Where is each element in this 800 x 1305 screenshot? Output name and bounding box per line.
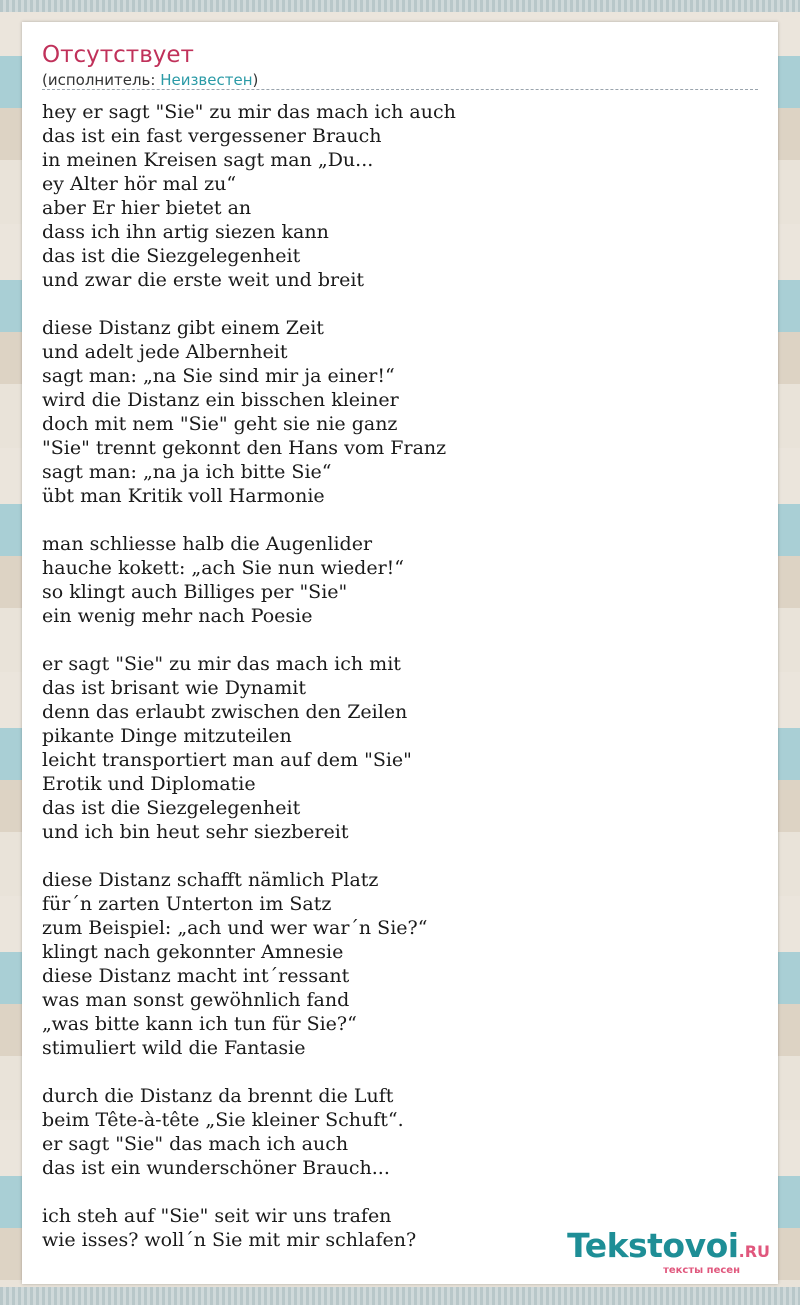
lyrics-card — [22, 22, 778, 1284]
lyric-line: leicht transportiert man auf dem "Sie" — [42, 749, 412, 771]
lyric-line: denn das erlaubt zwischen den Zeilen — [42, 701, 408, 723]
lyric-line: für´n zarten Unterton im Satz — [42, 893, 332, 915]
lyric-line: zum Beispiel: „ach und wer war´n Sie?“ — [42, 917, 428, 939]
stanza-break — [42, 1180, 456, 1204]
lyric-line: wie isses? woll´n Sie mit mir schlafen? — [42, 1229, 417, 1251]
lyric-line: das ist ein wunderschöner Brauch... — [42, 1157, 390, 1179]
lyric-line: und zwar die erste weit und breit — [42, 269, 365, 291]
artist-link[interactable]: Неизвестен — [160, 71, 253, 89]
lyric-line: doch mit nem "Sie" geht sie nie ganz — [42, 413, 398, 435]
stanza-break — [42, 292, 456, 316]
lyric-line: dass ich ihn artig siezen kann — [42, 221, 329, 243]
lyric-line: aber Er hier bietet an — [42, 197, 252, 219]
performer-prefix: (исполнитель: — [42, 71, 161, 89]
stanza-break — [42, 844, 456, 868]
lyric-line: sagt man: „na ja ich bitte Sie“ — [42, 461, 332, 483]
song-title: Отсутствует — [42, 42, 194, 68]
lyric-line: diese Distanz gibt einem Zeit — [42, 317, 324, 339]
lyric-line: durch die Distanz da brennt die Luft — [42, 1085, 394, 1107]
performer-line — [42, 71, 258, 89]
lyric-line: „was bitte kann ich tun für Sie?“ — [42, 1013, 357, 1035]
lyric-line: "Sie" trennt gekonnt den Hans vom Franz — [42, 437, 447, 459]
lyric-line: übt man Kritik voll Harmonie — [42, 485, 325, 507]
site-logo[interactable] — [567, 1226, 770, 1276]
bottom-border-stripe — [0, 1287, 800, 1305]
lyric-line: klingt nach gekonnter Amnesie — [42, 941, 344, 963]
logo-tagline: тексты песен — [663, 1265, 740, 1276]
lyric-line: und adelt jede Albernheit — [42, 341, 288, 363]
lyric-line: so klingt auch Billiges per "Sie" — [42, 581, 348, 603]
lyrics-text — [42, 100, 456, 1252]
lyric-line: diese Distanz schafft nämlich Platz — [42, 869, 379, 891]
lyric-line: pikante Dinge mitzuteilen — [42, 725, 292, 747]
lyric-line: Erotik und Diplomatie — [42, 773, 256, 795]
lyric-line: das ist die Siezgelegenheit — [42, 245, 301, 267]
lyric-line: das ist ein fast vergessener Brauch — [42, 125, 382, 147]
lyric-line: sagt man: „na Sie sind mir ja einer!“ — [42, 365, 395, 387]
lyric-line: in meinen Kreisen sagt man „Du... — [42, 149, 374, 171]
lyric-line: stimuliert wild die Fantasie — [42, 1037, 306, 1059]
lyric-line: hey er sagt "Sie" zu mir das mach ich auch — [42, 101, 456, 123]
lyric-line: ich steh auf "Sie" seit wir uns trafen — [42, 1205, 392, 1227]
lyric-line: was man sonst gewöhnlich fand — [42, 989, 350, 1011]
lyric-line: wird die Distanz ein bisschen kleiner — [42, 389, 399, 411]
lyric-line: hauche kokett: „ach Sie nun wieder!“ — [42, 557, 405, 579]
stanza-break — [42, 628, 456, 652]
lyric-line: beim Tête-à-tête „Sie kleiner Schuft“. — [42, 1109, 404, 1131]
lyric-line: diese Distanz macht int´ressant — [42, 965, 350, 987]
stanza-break — [42, 1060, 456, 1084]
lyric-line: das ist brisant wie Dynamit — [42, 677, 306, 699]
lyric-line: und ich bin heut sehr siezbereit — [42, 821, 349, 843]
lyric-line: er sagt "Sie" das mach ich auch — [42, 1133, 349, 1155]
title-divider — [42, 89, 758, 90]
lyric-line: man schliesse halb die Augenlider — [42, 533, 373, 555]
logo-name: Tekstovoi — [567, 1226, 739, 1265]
logo-wordmark — [567, 1226, 770, 1269]
lyric-line: ein wenig mehr nach Poesie — [42, 605, 313, 627]
top-border-stripe — [0, 0, 800, 12]
performer-suffix: ) — [252, 71, 259, 89]
lyric-line: das ist die Siezgelegenheit — [42, 797, 301, 819]
lyric-line: ey Alter hör mal zu“ — [42, 173, 237, 195]
stanza-break — [42, 508, 456, 532]
lyric-line: er sagt "Sie" zu mir das mach ich mit — [42, 653, 401, 675]
logo-tld: .RU — [738, 1242, 770, 1261]
